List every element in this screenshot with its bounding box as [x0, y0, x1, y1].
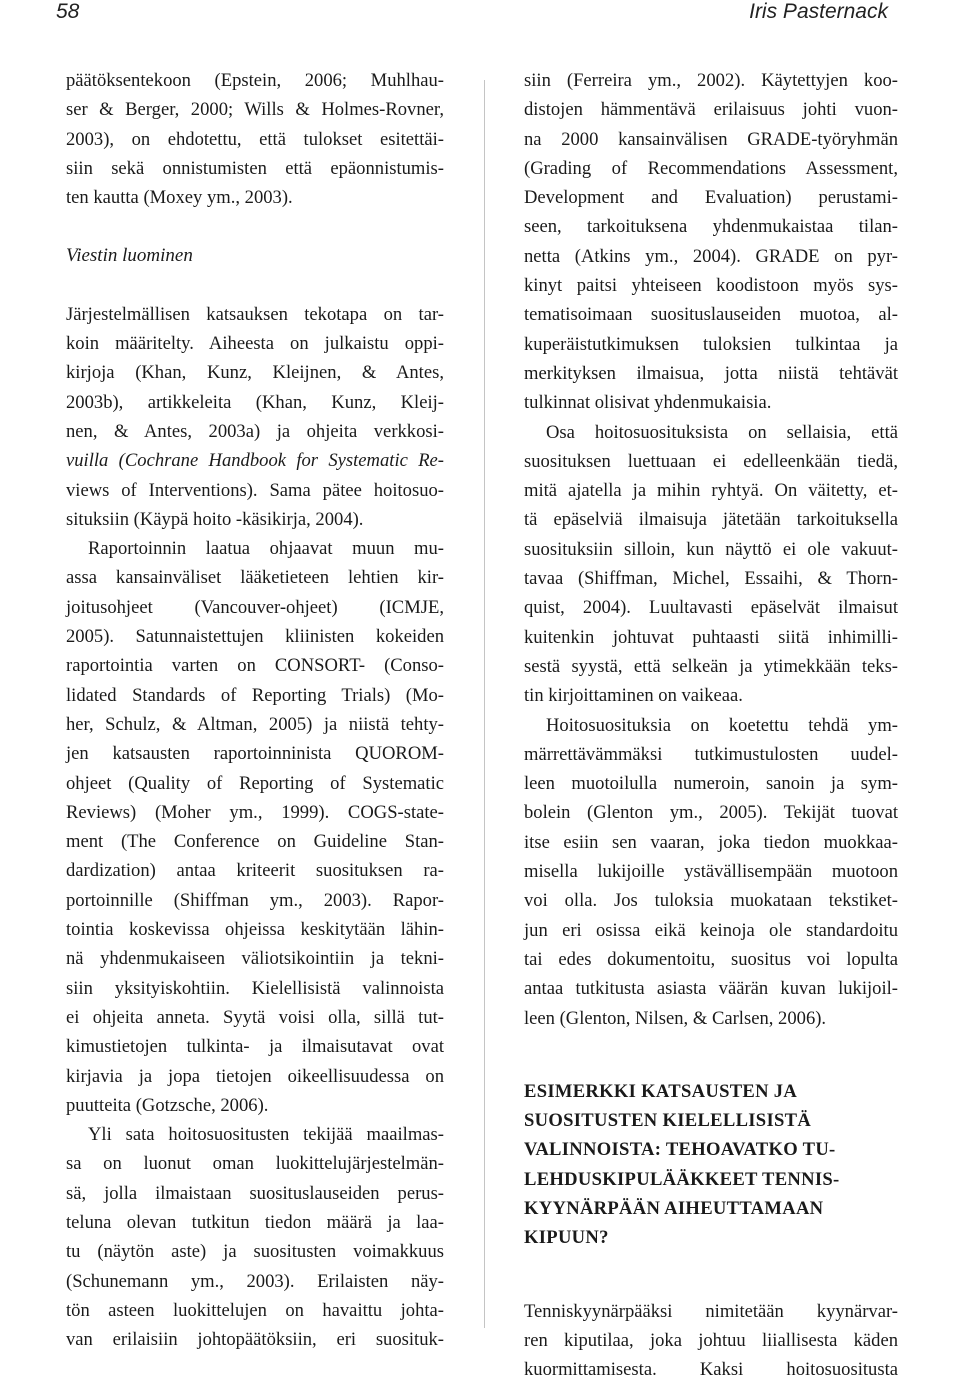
text-line: itse esiin sen vaaran, joka tiedon muokkaa-: [524, 831, 898, 853]
text-line: jun eri osissa eikä keinoja ole standardoitu: [524, 919, 898, 941]
text-line: kuperäistutkimuksen tuloksien tulkintaa ja: [524, 333, 898, 355]
text-line: (Grading of Recommendations Assessment,: [524, 157, 898, 179]
text-line: tulkinnat olisivat yhdenmukaisia.: [524, 392, 772, 414]
section-heading: [524, 1077, 898, 1253]
text-line: Hoitosuosituksia on koetettu tehdä ym-: [546, 714, 898, 736]
page-number: 58: [56, 0, 80, 23]
text-line: ser & Berger, 2000; Wills & Holmes-Rovner,: [66, 99, 444, 121]
paragraph-3: [66, 534, 444, 1120]
text-line: siin yksityiskohtiin. Kielellisistä valinnoista: [66, 977, 444, 999]
text-line: leen (Glenton, Nilsen, & Carlsen, 2006).: [524, 1007, 827, 1029]
text-line: Reviews) (Moher ym., 1999). COGS-state-: [66, 801, 444, 823]
text-line: Osa hoitosuosituksista on sellaisia, että: [546, 421, 898, 443]
text-line: merkityksen ilmaisua, jotta niistä tehtävät: [524, 362, 898, 384]
text-line: tai edes dokumentoitu, suositus voi lopulta: [524, 948, 898, 970]
subheading: Viestin luominen: [66, 245, 193, 267]
text-line: views of Interventions). Sama pätee hoitosuo-: [66, 479, 444, 501]
text-line: leen muotoilulla numeroin, sanoin ja sym-: [524, 773, 898, 795]
text-line: na 2000 kansainvälisen GRADE-työryhmän: [524, 128, 898, 150]
text-line: Yli sata hoitosuositusten tekijää maailmas-: [88, 1124, 444, 1146]
text-line: kirjoja (Khan, Kunz, Kleijnen, & Antes,: [66, 362, 444, 384]
text-line: 2003), on ehdotettu, että tulokset esitettäi-: [66, 128, 444, 150]
left-column: [66, 66, 444, 1354]
text-line: voi olla. Jos tuloksia muokataan tekstiket-: [524, 890, 898, 912]
text-line: dardization) antaa kriteerit suosituksen ra-: [66, 860, 444, 882]
text-line: distojen hämmentävä erilaisuus johti vuon-: [524, 99, 898, 121]
text-line: suosituksiin silloin, kun näyttö ei ole vakuut-: [524, 538, 898, 560]
column-divider: [484, 80, 485, 1328]
heading-line: KIPUUN?: [524, 1227, 609, 1249]
text-line: sa on luonut oman luokittelujärjestelmän-: [66, 1153, 444, 1175]
text-line: ohjeet (Quality of Reporting of Systematic: [66, 772, 444, 794]
text-line: tematisoimaan suosituslauseiden muotoa, al-: [524, 304, 898, 326]
heading-line: VALINNOISTA: TEHOAVATKO TU-: [524, 1139, 836, 1161]
heading-line: ESIMERKKI KATSAUSTEN JA: [524, 1080, 798, 1102]
text-line: märrettävämmäksi tutkimustulosten uudel-: [524, 743, 898, 765]
text-line: bolein (Glenton ym., 2005). Tekijät tuovat: [524, 802, 898, 824]
text-line: ei ohjeita anneta. Syytä voisi olla, sillä tut-: [66, 1006, 444, 1028]
text-line: päätöksentekoon (Epstein, 2006; Muhlhau-: [66, 70, 444, 91]
page-header: [0, 0, 960, 30]
text-line: seen, tarkoituksena yhdenmukaistaa tilan-: [524, 216, 898, 238]
text-line: siin sekä onnistumisten että epäonnistumis-: [66, 157, 444, 179]
text-line: netta (Atkins ym., 2004). GRADE on pyr-: [524, 245, 898, 267]
text-line: kinyt paitsi yhteiseen koodistoon myös sys-: [524, 275, 898, 297]
text-line: sestä syystä, että selkeän ja ytimekkään teks-: [524, 655, 898, 677]
text-line: her, Schulz, & Altman, 2005) ja niistä tehty-: [66, 713, 444, 735]
text-line: situksiin (Käypä hoito -käsikirja, 2004).: [66, 508, 364, 530]
text-line: kuormittamisesta. Kaksi hoitosuositusta: [524, 1359, 898, 1381]
text-line: tä epäselviä ilmaisuja jätetään tarkoituksella: [524, 509, 898, 531]
text-line: mitä ajatella ja mihin ryhtyä. On väitetty, et-: [524, 480, 898, 502]
text-line: tavaa (Shiffman, Michel, Essaihi, & Thorn-: [524, 568, 898, 590]
text-line: Tenniskyynärpääksi nimitetään kyynärvar-: [524, 1300, 898, 1322]
paragraph-4: [524, 1297, 898, 1384]
text-line: nä yhdenmukaiseen väliotsikointiin ja tekni-: [66, 948, 444, 970]
text-line: kuitenkin johtuvat puhtaasti siitä inhimilli-: [524, 626, 898, 648]
text-line: vuilla (Cochrane Handbook for Systematic Re-: [66, 450, 444, 472]
paragraph-2: [524, 418, 898, 711]
text-line: jen katsausten raportoinninista QUOROM-: [66, 743, 444, 765]
paragraph-2: [66, 300, 444, 534]
text-line: tu (näytön aste) ja suositusten voimakkuus: [66, 1241, 444, 1263]
heading-line: LEHDUSKIPULÄÄKKEET TENNIS-: [524, 1168, 840, 1190]
text-line: joitusohjeet (Vancouver-ohjeet) (ICMJE,: [66, 596, 444, 618]
text-line: quist, 2004). Luultavasti epäselvät ilmaisut: [524, 597, 898, 619]
text-line: Development and Evaluation) perustami-: [524, 187, 898, 209]
text-line: 2005). Satunnaistettujen kliinisten kokeiden: [66, 626, 444, 648]
text-line: koin määritelty. Aiheesta on julkaistu oppi-: [66, 333, 444, 355]
text-line: kirjavia ja jopa tietojen oikeellisuudessa on: [66, 1065, 444, 1087]
text-line: nen, & Antes, 2003a) ja ohjeita verkkosi-: [66, 420, 444, 442]
running-author: Iris Pasternack: [749, 0, 888, 23]
text-line: siin (Ferreira ym., 2002). Käytettyjen koo-: [524, 70, 898, 91]
paragraph-3: [524, 711, 898, 1033]
paragraph-1: [66, 66, 444, 212]
text-line: portoinnille (Shiffman ym., 2003). Rapor-: [66, 889, 444, 911]
text-line: antaa tutkitusta asiasta väärän kuvan lukijoil-: [524, 978, 898, 1000]
text-line: raportointia varten on CONSORT- (Conso-: [66, 655, 444, 677]
paragraph-4: [66, 1120, 444, 1354]
text-line: Järjestelmällisen katsauksen tekotapa on tar-: [66, 303, 444, 325]
paragraph-1: [524, 66, 898, 418]
heading-line: KYYNÄRPÄÄN AIHEUTTAMAAN: [524, 1197, 824, 1219]
text-line: lidated Standards of Reporting Trials) (Mo-: [66, 684, 444, 706]
text-line: ten kautta (Moxey ym., 2003).: [66, 187, 293, 209]
text-line: sä, jolla ilmaistaan suosituslauseiden perus-: [66, 1182, 444, 1204]
text-line: tin kirjoittaminen on vaikeaa.: [524, 685, 743, 707]
text-line: (Schunemann ym., 2003). Erilaisten näy-: [66, 1270, 444, 1292]
text-line: misella lukijoille ystävällisempään muotoon: [524, 861, 898, 883]
text-line: tön asteen luokittelujen on havaittu johta-: [66, 1299, 444, 1321]
heading-line: SUOSITUSTEN KIELELLISISTÄ: [524, 1110, 812, 1132]
text-line: suosituksen luettuaan ei edelleenkään tiedä,: [524, 450, 898, 472]
text-line: ren kiputilaa, joka johtuu liiallisesta käden: [524, 1329, 898, 1351]
text-line: van erilaisiin johtopäätöksiin, eri suosituk-: [66, 1329, 444, 1351]
text-line: puutteita (Gotzsche, 2006).: [66, 1094, 269, 1116]
text-line: kimustietojen tulkinta- ja ilmaisutavat ovat: [66, 1036, 444, 1058]
right-column: [524, 66, 898, 1384]
text-line: 2003b), artikkeleita (Khan, Kunz, Kleij-: [66, 391, 444, 413]
text-line: Raportoinnin laatua ohjaavat muun mu-: [88, 538, 444, 560]
text-line: tointia koskevissa ohjeissa keskitytään lähin-: [66, 919, 444, 941]
text-line: assa kansainväliset lääketieteen lehtien kir-: [66, 567, 444, 589]
text-line: ment (The Conference on Guideline Stan-: [66, 831, 444, 853]
text-line: teluna olevan tutkitun tiedon määrä ja laa-: [66, 1211, 444, 1233]
